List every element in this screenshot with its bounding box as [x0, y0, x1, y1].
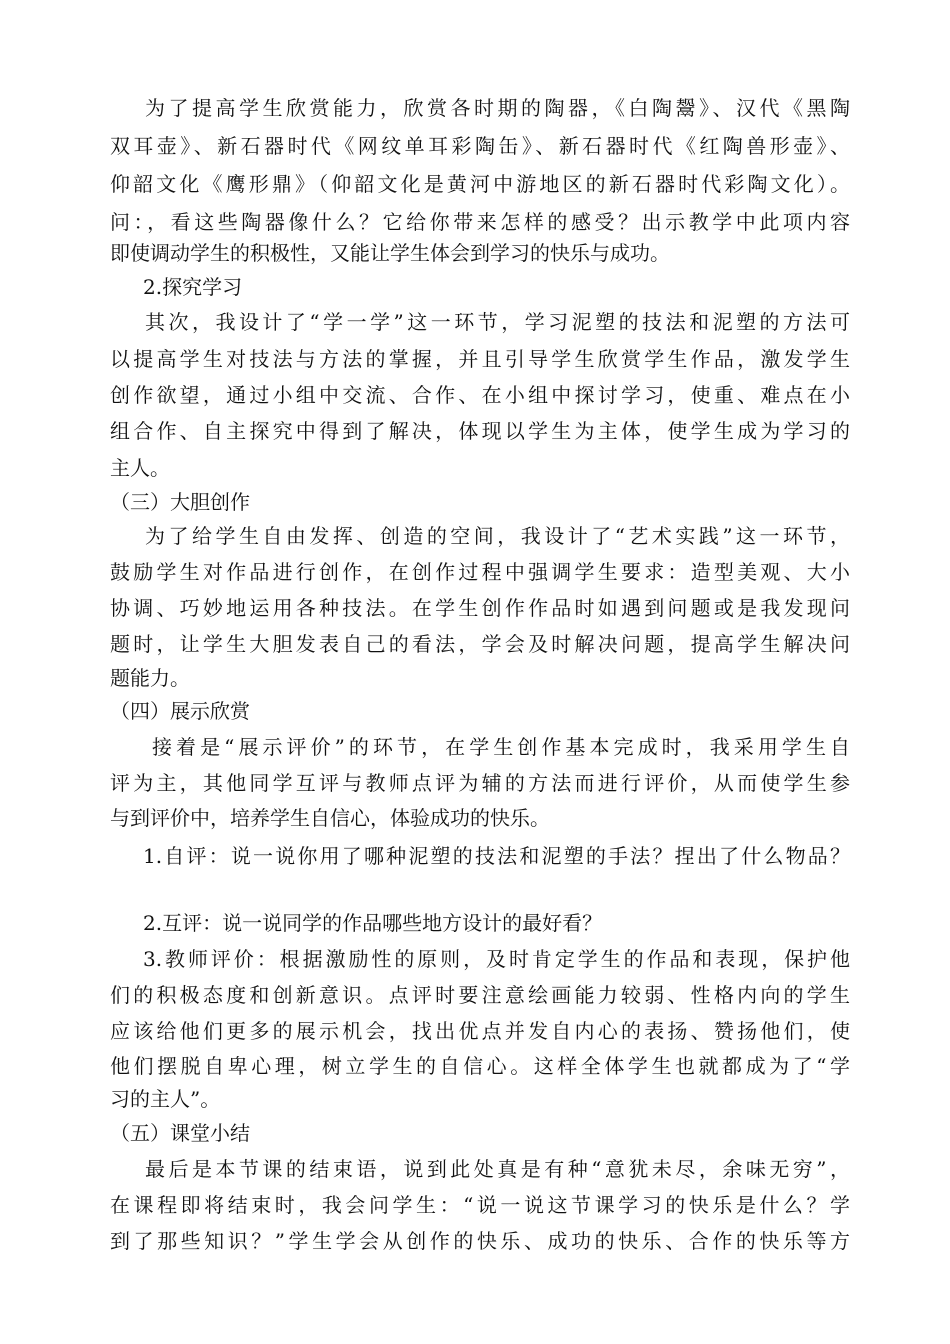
- text-line: 习的主人”。: [110, 1087, 221, 1111]
- text-line: 即使调动学生的积极性，又能让学生体会到学习的快乐与成功。: [110, 241, 670, 265]
- text-line: 仰韶文化《鹰形鼎》（仰韶文化是黄河中游地区的新石器时代彩陶文化）。: [110, 172, 850, 196]
- text-line: 1.自评：说一说你用了哪种泥塑的技法和泥塑的手法？捏出了什么物品？: [143, 844, 850, 868]
- text-line: 问：，看这些陶器像什么？它给你带来怎样的感受？出示教学中此项内容: [110, 210, 850, 234]
- text-line: 接着是“展示评价”的环节，在学生创作基本完成时，我采用学生自: [152, 735, 850, 759]
- text-line: 组合作、自主探究中得到了解决，体现以学生为主体，使学生成为学习的: [110, 419, 850, 443]
- text-line: 3.教师评价：根据激励性的原则，及时肯定学生的作品和表现，保护他: [143, 947, 850, 971]
- text-line: 到了那些知识？”学生学会从创作的快乐、成功的快乐、合作的快乐等方: [110, 1229, 850, 1253]
- text-line: 为了提高学生欣赏能力，欣赏各时期的陶器，《白陶鬶》、汉代《黑陶: [145, 96, 850, 120]
- text-line: 创作欲望，通过小组中交流、合作、在小组中探讨学习，使重、难点在小: [110, 383, 850, 407]
- text-line: 题时，让学生大胆发表自己的看法，学会及时解决问题，提高学生解决问: [110, 632, 850, 656]
- text-line: 们的积极态度和创新意识。点评时要注意绘画能力较弱、性格内向的学生: [110, 983, 850, 1007]
- text-line: 鼓励学生对作品进行创作，在创作过程中强调学生要求：造型美观、大小: [110, 560, 850, 584]
- text-line: 双耳壶》、新石器时代《网纹单耳彩陶缶》、新石器时代《红陶兽形壶》、: [110, 134, 850, 158]
- text-line: 其次，我设计了“学一学”这一环节，学习泥塑的技法和泥塑的方法可: [145, 310, 850, 334]
- text-line: 以提高学生对技法与方法的掌握，并且引导学生欣赏学生作品，激发学生: [110, 347, 850, 371]
- text-line: 题能力。: [110, 666, 190, 690]
- section-heading: （三）大胆创作: [110, 490, 250, 514]
- text-line: 在课程即将结束时，我会问学生：“说一说这节课学习的快乐是什么？学: [110, 1193, 850, 1217]
- section-heading: （五）课堂小结: [110, 1121, 250, 1145]
- text-line: 2.互评：说一说同学的作品哪些地方设计的最好看？: [143, 911, 603, 935]
- text-line: 评为主，其他同学互评与教师点评为辅的方法而进行评价，从而使学生参: [110, 771, 850, 795]
- text-line: 主人。: [110, 456, 170, 480]
- text-line: 最后是本节课的结束语，说到此处真是有种“意犹未尽，余味无穷”，: [145, 1157, 850, 1181]
- text-line: 为了给学生自由发挥、创造的空间，我设计了“艺术实践”这一环节，: [145, 524, 850, 548]
- text-line: 协调、巧妙地运用各种技法。在学生创作作品时如遇到问题或是我发现问: [110, 596, 850, 620]
- section-heading: 2.探究学习: [143, 275, 243, 299]
- text-line: 与到评价中，培养学生自信心，体验成功的快乐。: [110, 806, 550, 830]
- section-heading: （四）展示欣赏: [110, 699, 250, 723]
- text-line: 他们摆脱自卑心理，树立学生的自信心。这样全体学生也就都成为了“学: [110, 1054, 850, 1078]
- text-line: 应该给他们更多的展示机会，找出优点并发自内心的表扬、赞扬他们，使: [110, 1019, 850, 1043]
